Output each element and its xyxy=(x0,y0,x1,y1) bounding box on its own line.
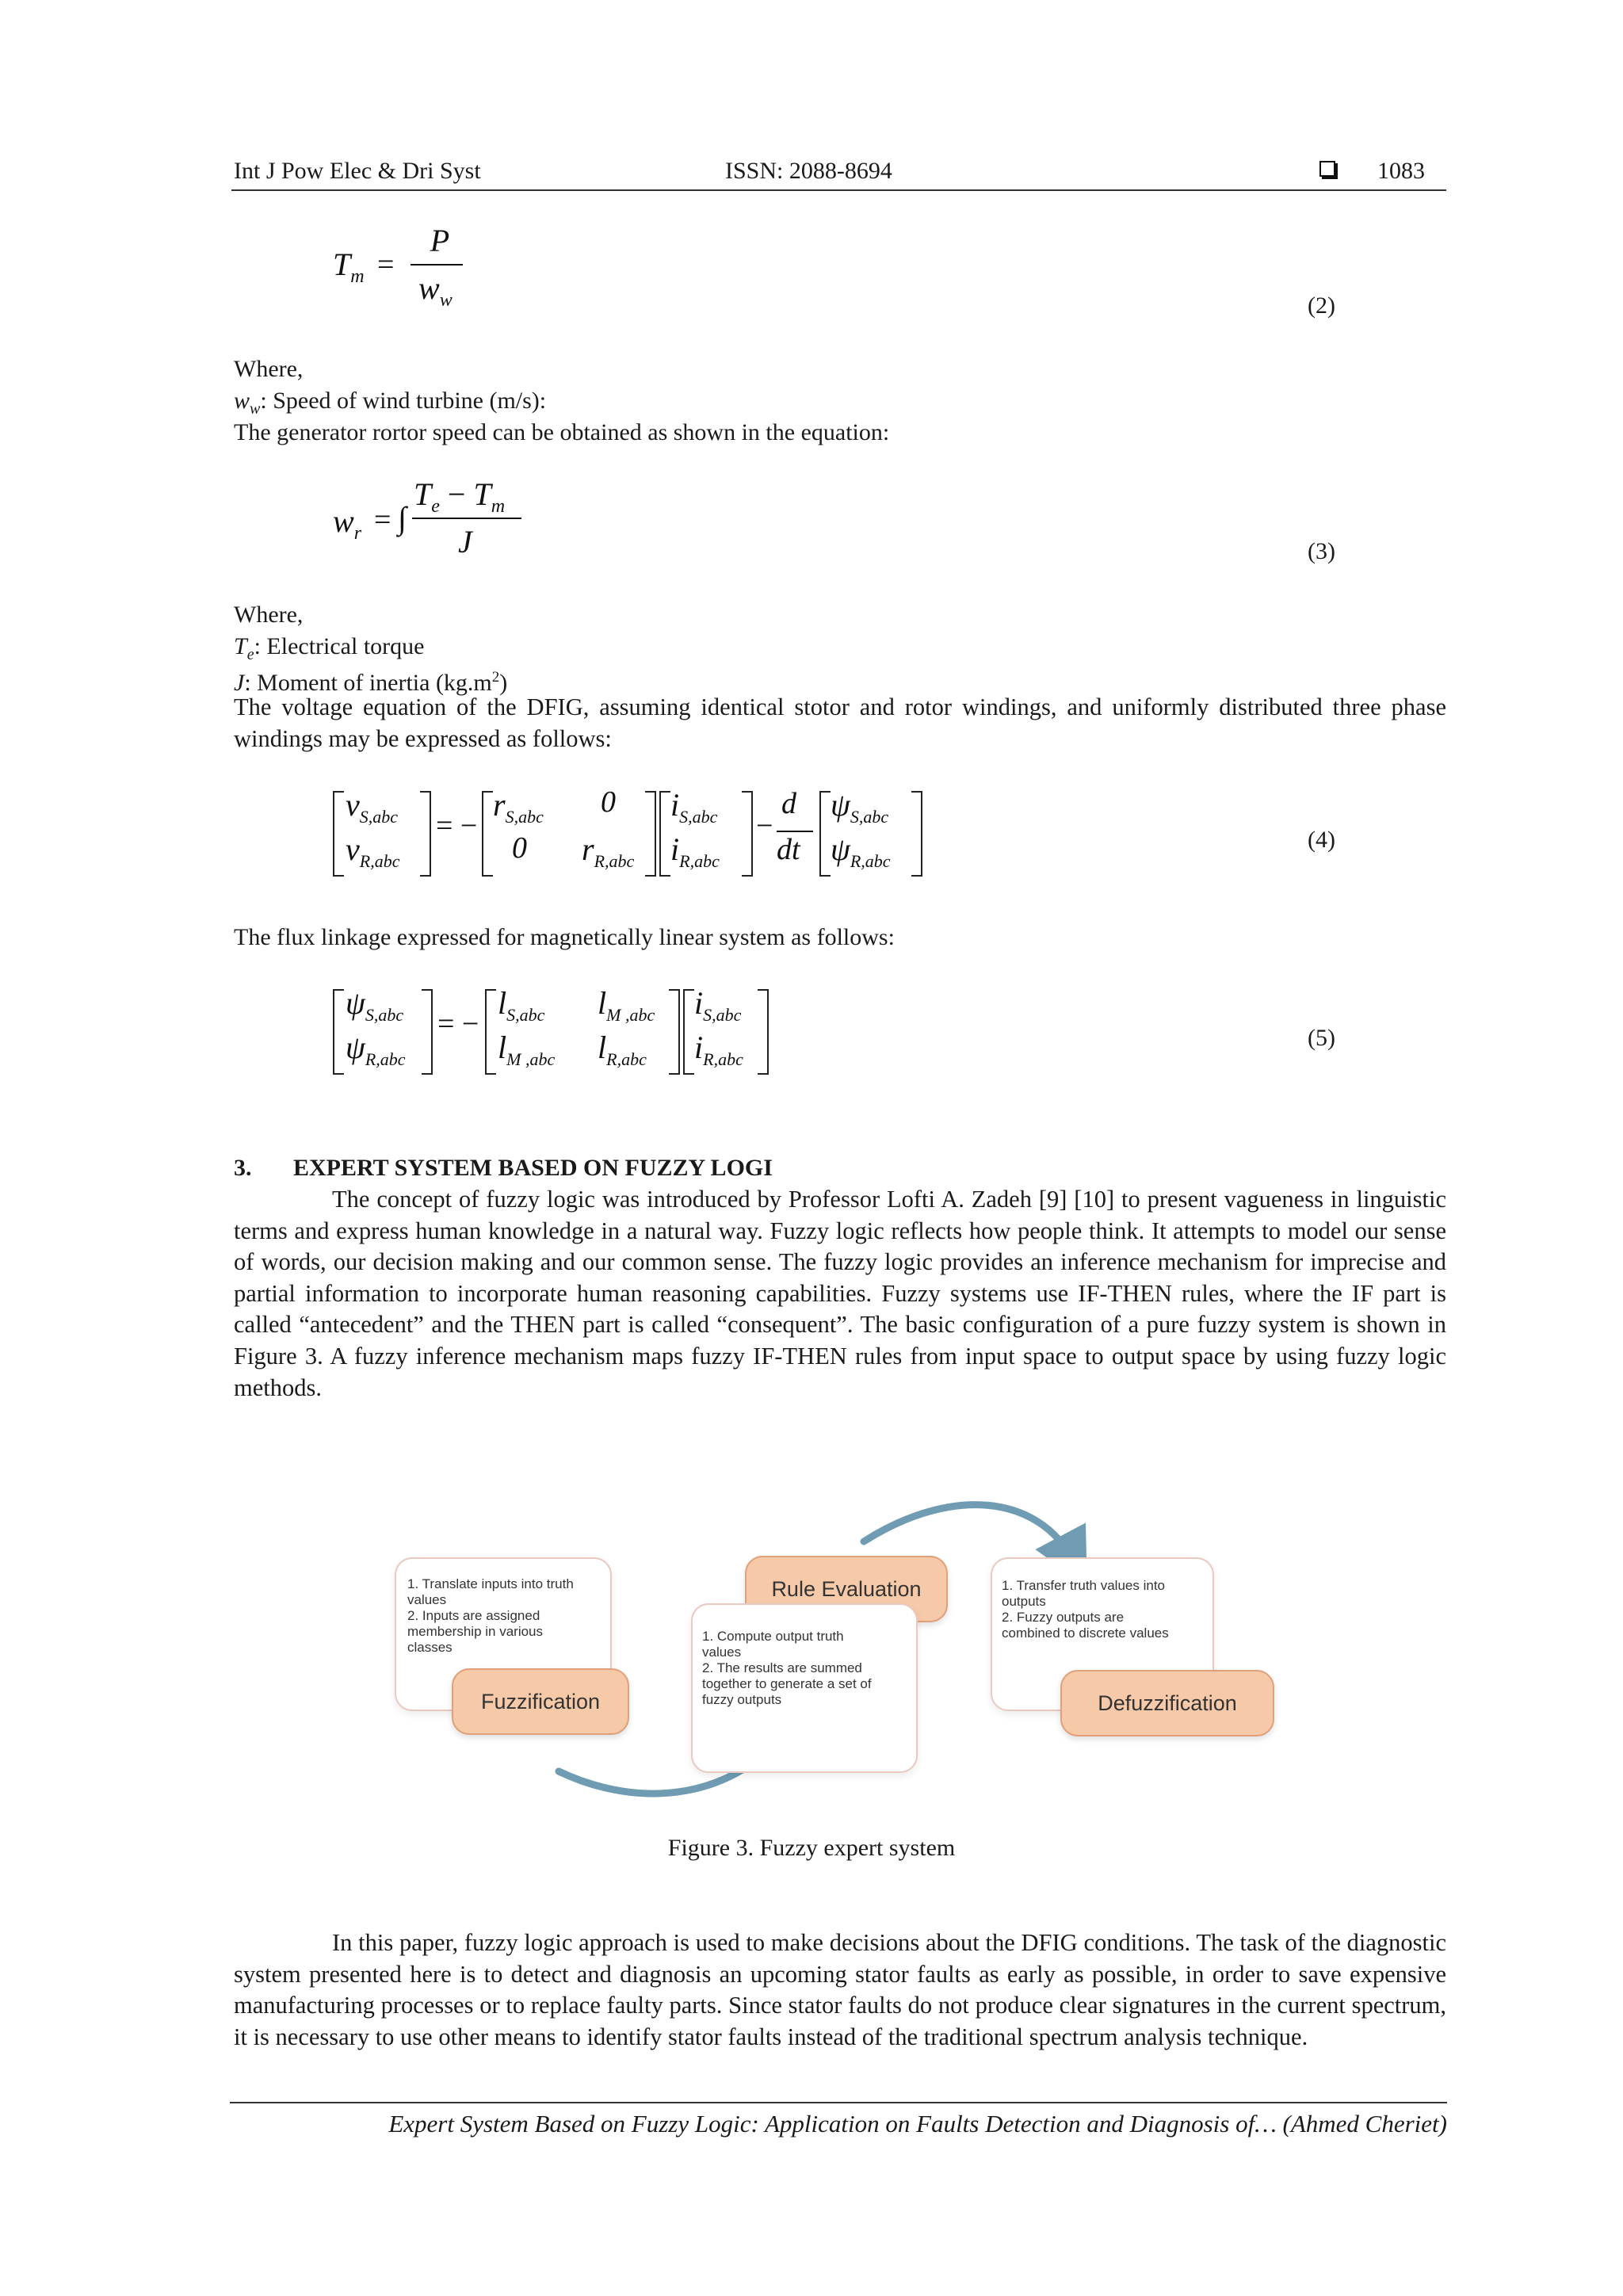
fuzzy-expert-system-diagram xyxy=(380,1486,1284,1827)
running-header-journal: Int J Pow Elec & Dri Syst xyxy=(234,158,481,184)
section-heading xyxy=(234,1152,773,1184)
section-number: 3. xyxy=(234,1155,252,1181)
equation-2: $T_m$ = P $w_w$ xyxy=(333,222,491,317)
fuzzification-step: Fuzzification xyxy=(452,1668,629,1735)
equation-4: $v_{S,abc}$ $v_{R,abc}$ = − $r_{S,abc}$ 0 0 $r_{R,abc}$ $i_{S,abc}$ $i_{R,abc}$ − d dt $\psi_{S,abc}$ $\psi_{R,abc}$ xyxy=(333,785,935,888)
header-rule xyxy=(231,189,1446,191)
j-definition: J: Moment of inertia $(kg.m^2)$ xyxy=(234,669,508,696)
equation-number-3: (3) xyxy=(1308,538,1335,564)
square-bullet-icon xyxy=(1319,161,1335,177)
paragraph-fuzzy-logic: The concept of fuzzy logic was introduced by Professor Lofti A. Zadeh [9] [10] to present vagueness in linguistic terms and express human knowledge in a natural way. Fuzzy logic reflects how people think. It attempts to model our sense of words, our decision making and our common sense. The fuzzy logic provides an inference mechanism for imprecise and partial information to incorporate human reasoning capabilities. Fuzzy systems use IF-THEN rules, where the IF part is called “antecedent” and the THEN part is called “consequent”. The basic configuration of a pure fuzzy system is shown in Figure 3. A fuzzy inference mechanism maps fuzzy IF-THEN rules from input space to output space by using fuzzy logic methods. xyxy=(234,1186,1446,1401)
voltage-equation-text: The voltage equation of the DFIG, assuming identical stotor and rotor windings, and uniformly distributed three phase windings may be expressed as follows: xyxy=(234,693,1446,752)
equation-number-5: (5) xyxy=(1308,1025,1335,1051)
equation-5: $\psi_{S,abc}$ $\psi_{R,abc}$ = − $l_{S,abc}$ $l_{M ,abc}$ $l_{M ,abc}$ $l_{R,abc}$ $i_{S,abc}$ $i_{R,abc}$ xyxy=(333,983,777,1086)
flux-linkage-text: The flux linkage expressed for magnetically linear system as follows: xyxy=(234,924,895,950)
equation-number-2: (2) xyxy=(1308,292,1335,319)
fuzzification-description-box: 1. Translate inputs into truth values 2. Inputs are assigned membership in various classes xyxy=(395,1557,612,1711)
rule-evaluation-step: Rule Evaluation xyxy=(745,1556,948,1622)
te-definition: $T_e$: Electrical torque xyxy=(234,633,425,663)
running-header-issn: ISSN: 2088-8694 xyxy=(725,158,892,184)
arrow-rule-to-defuzz xyxy=(864,1505,1074,1561)
paragraph-diagnostic-system: In this paper, fuzzy logic approach is used to make decisions about the DFIG conditions. The task of the diagnostic system presented here is to detect and diagnosis an upcoming stator faults as early as possible, in order to save expensive manufacturing processes or to replace faulty parts. Since stator faults do not produce clear signatures in the current spectrum, it is necessary to use other means to identify stator faults instead of the traditional spectrum analysis technique. xyxy=(234,1929,1446,2050)
rotor-speed-text: The generator rortor speed can be obtained as shown in the equation: xyxy=(234,419,890,445)
where-label-1: Where, xyxy=(234,356,304,382)
where-label-2: Where, xyxy=(234,602,304,628)
footer-rule xyxy=(230,2102,1447,2103)
equation-number-4: (4) xyxy=(1308,827,1335,853)
defuzzification-description-box: 1. Transfer truth values into outputs 2. Fuzzy outputs are combined to discrete values xyxy=(991,1557,1214,1711)
defuzzification-step: Defuzzification xyxy=(1060,1670,1274,1736)
running-footer: Expert System Based on Fuzzy Logic: Application on Faults Detection and Diagnosis of… (Ahmed Cheriet) xyxy=(388,2110,1447,2137)
rule-evaluation-description-box: 1. Compute output truth values 2. The results are summed together to generate a set of fuzzy outputs xyxy=(691,1603,918,1773)
equation-3: $w_r$ = ∫ $T_e - T_m$ J xyxy=(333,476,539,563)
ww-definition: $w_w$: Speed of wind turbine (m/s): xyxy=(234,388,547,418)
section-title: EXPERT SYSTEM BASED ON FUZZY LOGI xyxy=(293,1155,773,1181)
figure-caption: Figure 3. Fuzzy expert system xyxy=(667,1835,956,1861)
page-number: 1083 xyxy=(1377,158,1425,184)
